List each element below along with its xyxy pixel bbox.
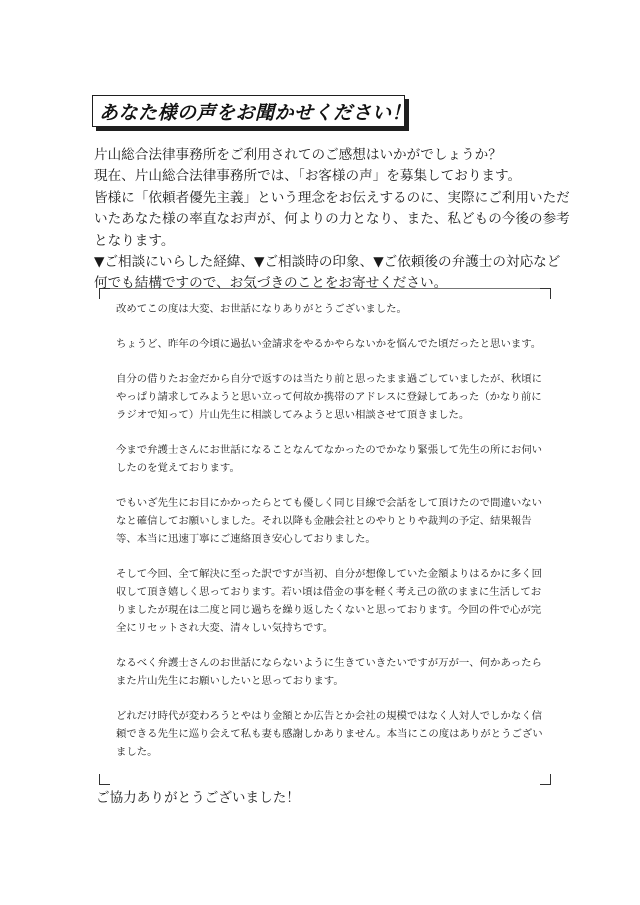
letter-line: やっぱり請求してみようと思い立って何故か携帯のアドレスに登録してあった（かなり前に <box>116 391 542 403</box>
letter-line: 改めてこの度は大変、お世話になりありがとうございました。 <box>116 303 407 315</box>
letter-paragraph <box>116 654 556 690</box>
letter-paragraph <box>116 335 556 353</box>
page-title: あなた様の声をお聞かせください！ <box>99 101 412 124</box>
letter-line: また片山先生にお願いしたいと思っております。 <box>116 675 344 687</box>
letter-line: したのを覚えております。 <box>116 462 240 474</box>
letter-line: なるべく弁護士さんのお世話にならないように生きていきたいですが万が一、何かあったら <box>116 657 542 669</box>
intro-line: いたあなた様の率直なお声が、何よりの力となり、また、私どもの今後の参考 <box>94 211 570 228</box>
letter-line: 収して頂き嬉しく思っております。若い頃は借金の事を軽く考え己の欲のままに生活してお <box>116 586 542 598</box>
letter-line: 等、本当に迅速丁寧にご連絡頂き安心しておりました。 <box>116 533 376 545</box>
letter-paragraph <box>116 300 556 318</box>
letter-line: ました。 <box>116 746 158 758</box>
intro-line: となります。 <box>94 232 175 249</box>
frame-corner-bottom-left <box>99 774 110 785</box>
frame-corner-top-right <box>540 288 551 299</box>
intro-line: 皆様に「依頼者優先主義」という理念をお伝えするのに、実際にご利用いただ <box>94 189 570 206</box>
intro-line: ▼ご相談にいらした経緯、▼ご相談時の印象、▼ご依頼後の弁護士の対応など <box>94 254 561 271</box>
letter-line: ちょうど、昨年の今頃に過払い金請求をやるかやらないかを悩んでた頃だったと思います。 <box>116 338 542 350</box>
letter-paragraph <box>116 370 556 424</box>
intro-line: 何でも結構ですので、お気づきのことをお寄せください。 <box>94 275 448 292</box>
title-box <box>92 95 412 127</box>
letter-line: りましたが現在は二度と同じ過ちを繰り返したくないと思っております。今回の件で心が完 <box>116 604 542 616</box>
intro-text <box>94 145 570 295</box>
letter-paragraph <box>116 494 556 548</box>
letter-line: そして今回、全て解決に至った訳ですが当初、自分が想像していた金額よりはるかに多く回 <box>116 568 543 580</box>
closing-message: ご協力ありがとうございました！ <box>96 790 300 806</box>
frame-corner-top-left <box>99 288 110 299</box>
letter-line: 全にリセットされ大変、清々しい気持ちです。 <box>116 622 334 634</box>
letter-line: 今まで弁護士さんにお世話になることなんてなかったのでかなり緊張して先生の所にお伺い <box>116 444 543 456</box>
frame-top-line <box>99 288 551 289</box>
letter-line: 自分の借りたお金だから自分で返すのは当たり前と思ったまま過ごしていましたが、秋頃に <box>116 373 543 385</box>
intro-line: 片山総合法律事務所をご利用されてのご感想はいかがでしょうか？ <box>94 147 502 163</box>
letter-line: どれだけ時代が変わろうとやはり金額とか広告とか会社の規模ではなく人対人でしかなく信 <box>116 710 543 722</box>
intro-line: 現在、片山総合法律事務所では、「お客様の声」を募集しております。 <box>94 168 522 185</box>
letter-line: ラジオで知って）片山先生に相談してみようと思い相談させて頂きました。 <box>116 409 470 421</box>
letter-line: 頼できる先生に巡り会えて私も妻も感謝しかありません。本当にこの度はありがとうござい <box>116 728 543 740</box>
letter-line: なと確信してお願いしました。それ以降も金融会社とのやりとりや裁判の予定、結果報告 <box>116 515 532 527</box>
letter-line: でもいざ先生にお目にかかったらとても優しく同じ目線で会話をして頂けたので間違いない <box>116 497 543 509</box>
letter-paragraph <box>116 441 556 477</box>
letter-paragraph <box>116 565 556 637</box>
letter-paragraph <box>116 707 556 761</box>
customer-letter <box>116 300 556 778</box>
